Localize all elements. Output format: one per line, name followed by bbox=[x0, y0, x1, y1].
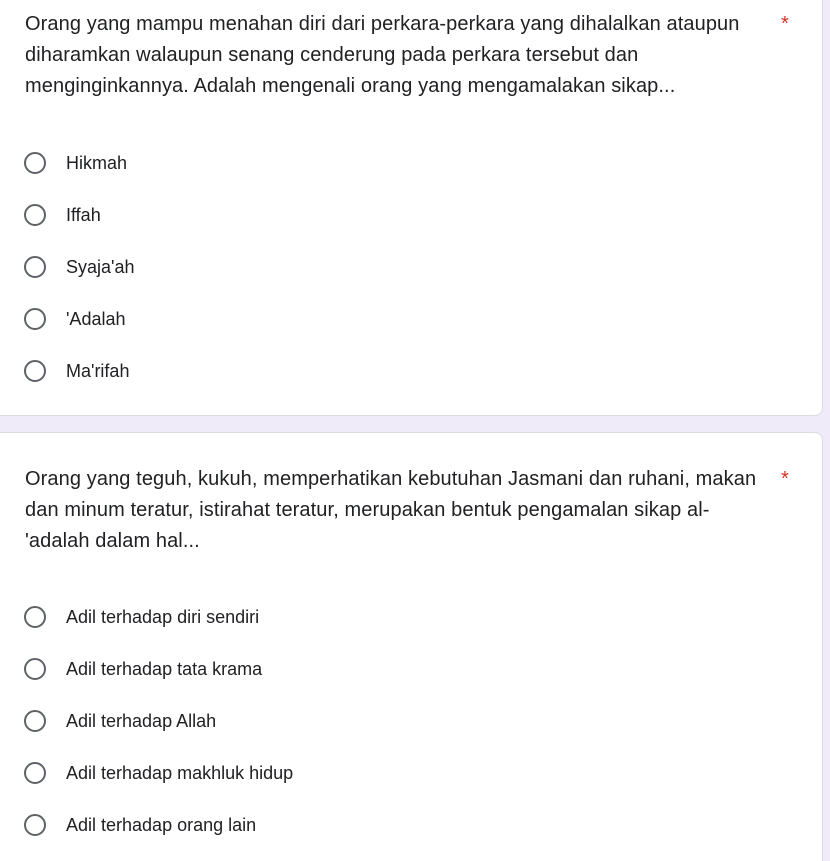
option-iffah[interactable] bbox=[24, 189, 134, 241]
option-label: Syaja'ah bbox=[66, 257, 135, 277]
option-syajaah[interactable] bbox=[24, 241, 134, 293]
radio-button-icon[interactable] bbox=[24, 710, 46, 732]
option-label: Iffah bbox=[66, 205, 101, 225]
option-list-2 bbox=[24, 591, 293, 851]
option-label: Adil terhadap diri sendiri bbox=[66, 607, 260, 627]
option-label: Adil terhadap tata krama bbox=[66, 659, 263, 679]
radio-button-icon[interactable] bbox=[24, 762, 46, 784]
option-marifah[interactable] bbox=[24, 345, 134, 397]
radio-button-icon[interactable] bbox=[24, 360, 46, 382]
option-list-1 bbox=[24, 137, 134, 397]
option-label: Adil terhadap makhluk hidup bbox=[66, 763, 294, 783]
option-adil-allah[interactable] bbox=[24, 695, 293, 747]
option-label: Adil terhadap Allah bbox=[66, 711, 217, 731]
option-hikmah[interactable] bbox=[24, 137, 134, 189]
radio-button-icon[interactable] bbox=[24, 256, 46, 278]
radio-button-icon[interactable] bbox=[24, 606, 46, 628]
question-title-1: Orang yang mampu menahan diri dari perkara-perkara yang dihalalkan ataupun diharamkan walaupun senang cenderung pada perkara tersebut dan menginginkannya. Adalah mengenali orang yang mengamalakan sikap... bbox=[25, 13, 740, 97]
radio-button-icon[interactable] bbox=[24, 204, 46, 226]
option-adalah[interactable] bbox=[24, 293, 134, 345]
option-adil-tata-krama[interactable] bbox=[24, 643, 293, 695]
required-asterisk-2: * bbox=[781, 468, 789, 490]
question-card-2 bbox=[0, 432, 823, 861]
required-asterisk-1: * bbox=[781, 13, 789, 35]
question-title-2: Orang yang teguh, kukuh, memperhatikan kebutuhan Jasmani dan ruhani, makan dan minum teratur, istirahat teratur, merupakan bentuk pengamalan sikap al-'adalah dalam hal... bbox=[25, 468, 757, 552]
radio-button-icon[interactable] bbox=[24, 814, 46, 836]
radio-button-icon[interactable] bbox=[24, 658, 46, 680]
option-adil-diri-sendiri[interactable] bbox=[24, 591, 293, 643]
question-card-1 bbox=[0, 0, 823, 416]
radio-button-icon[interactable] bbox=[24, 152, 46, 174]
option-label: Adil terhadap orang lain bbox=[66, 815, 257, 835]
option-label: 'Adalah bbox=[66, 309, 126, 329]
option-adil-makhluk-hidup[interactable] bbox=[24, 747, 293, 799]
option-adil-orang-lain[interactable] bbox=[24, 799, 293, 851]
radio-button-icon[interactable] bbox=[24, 308, 46, 330]
option-label: Ma'rifah bbox=[66, 361, 130, 381]
option-label: Hikmah bbox=[66, 153, 128, 173]
